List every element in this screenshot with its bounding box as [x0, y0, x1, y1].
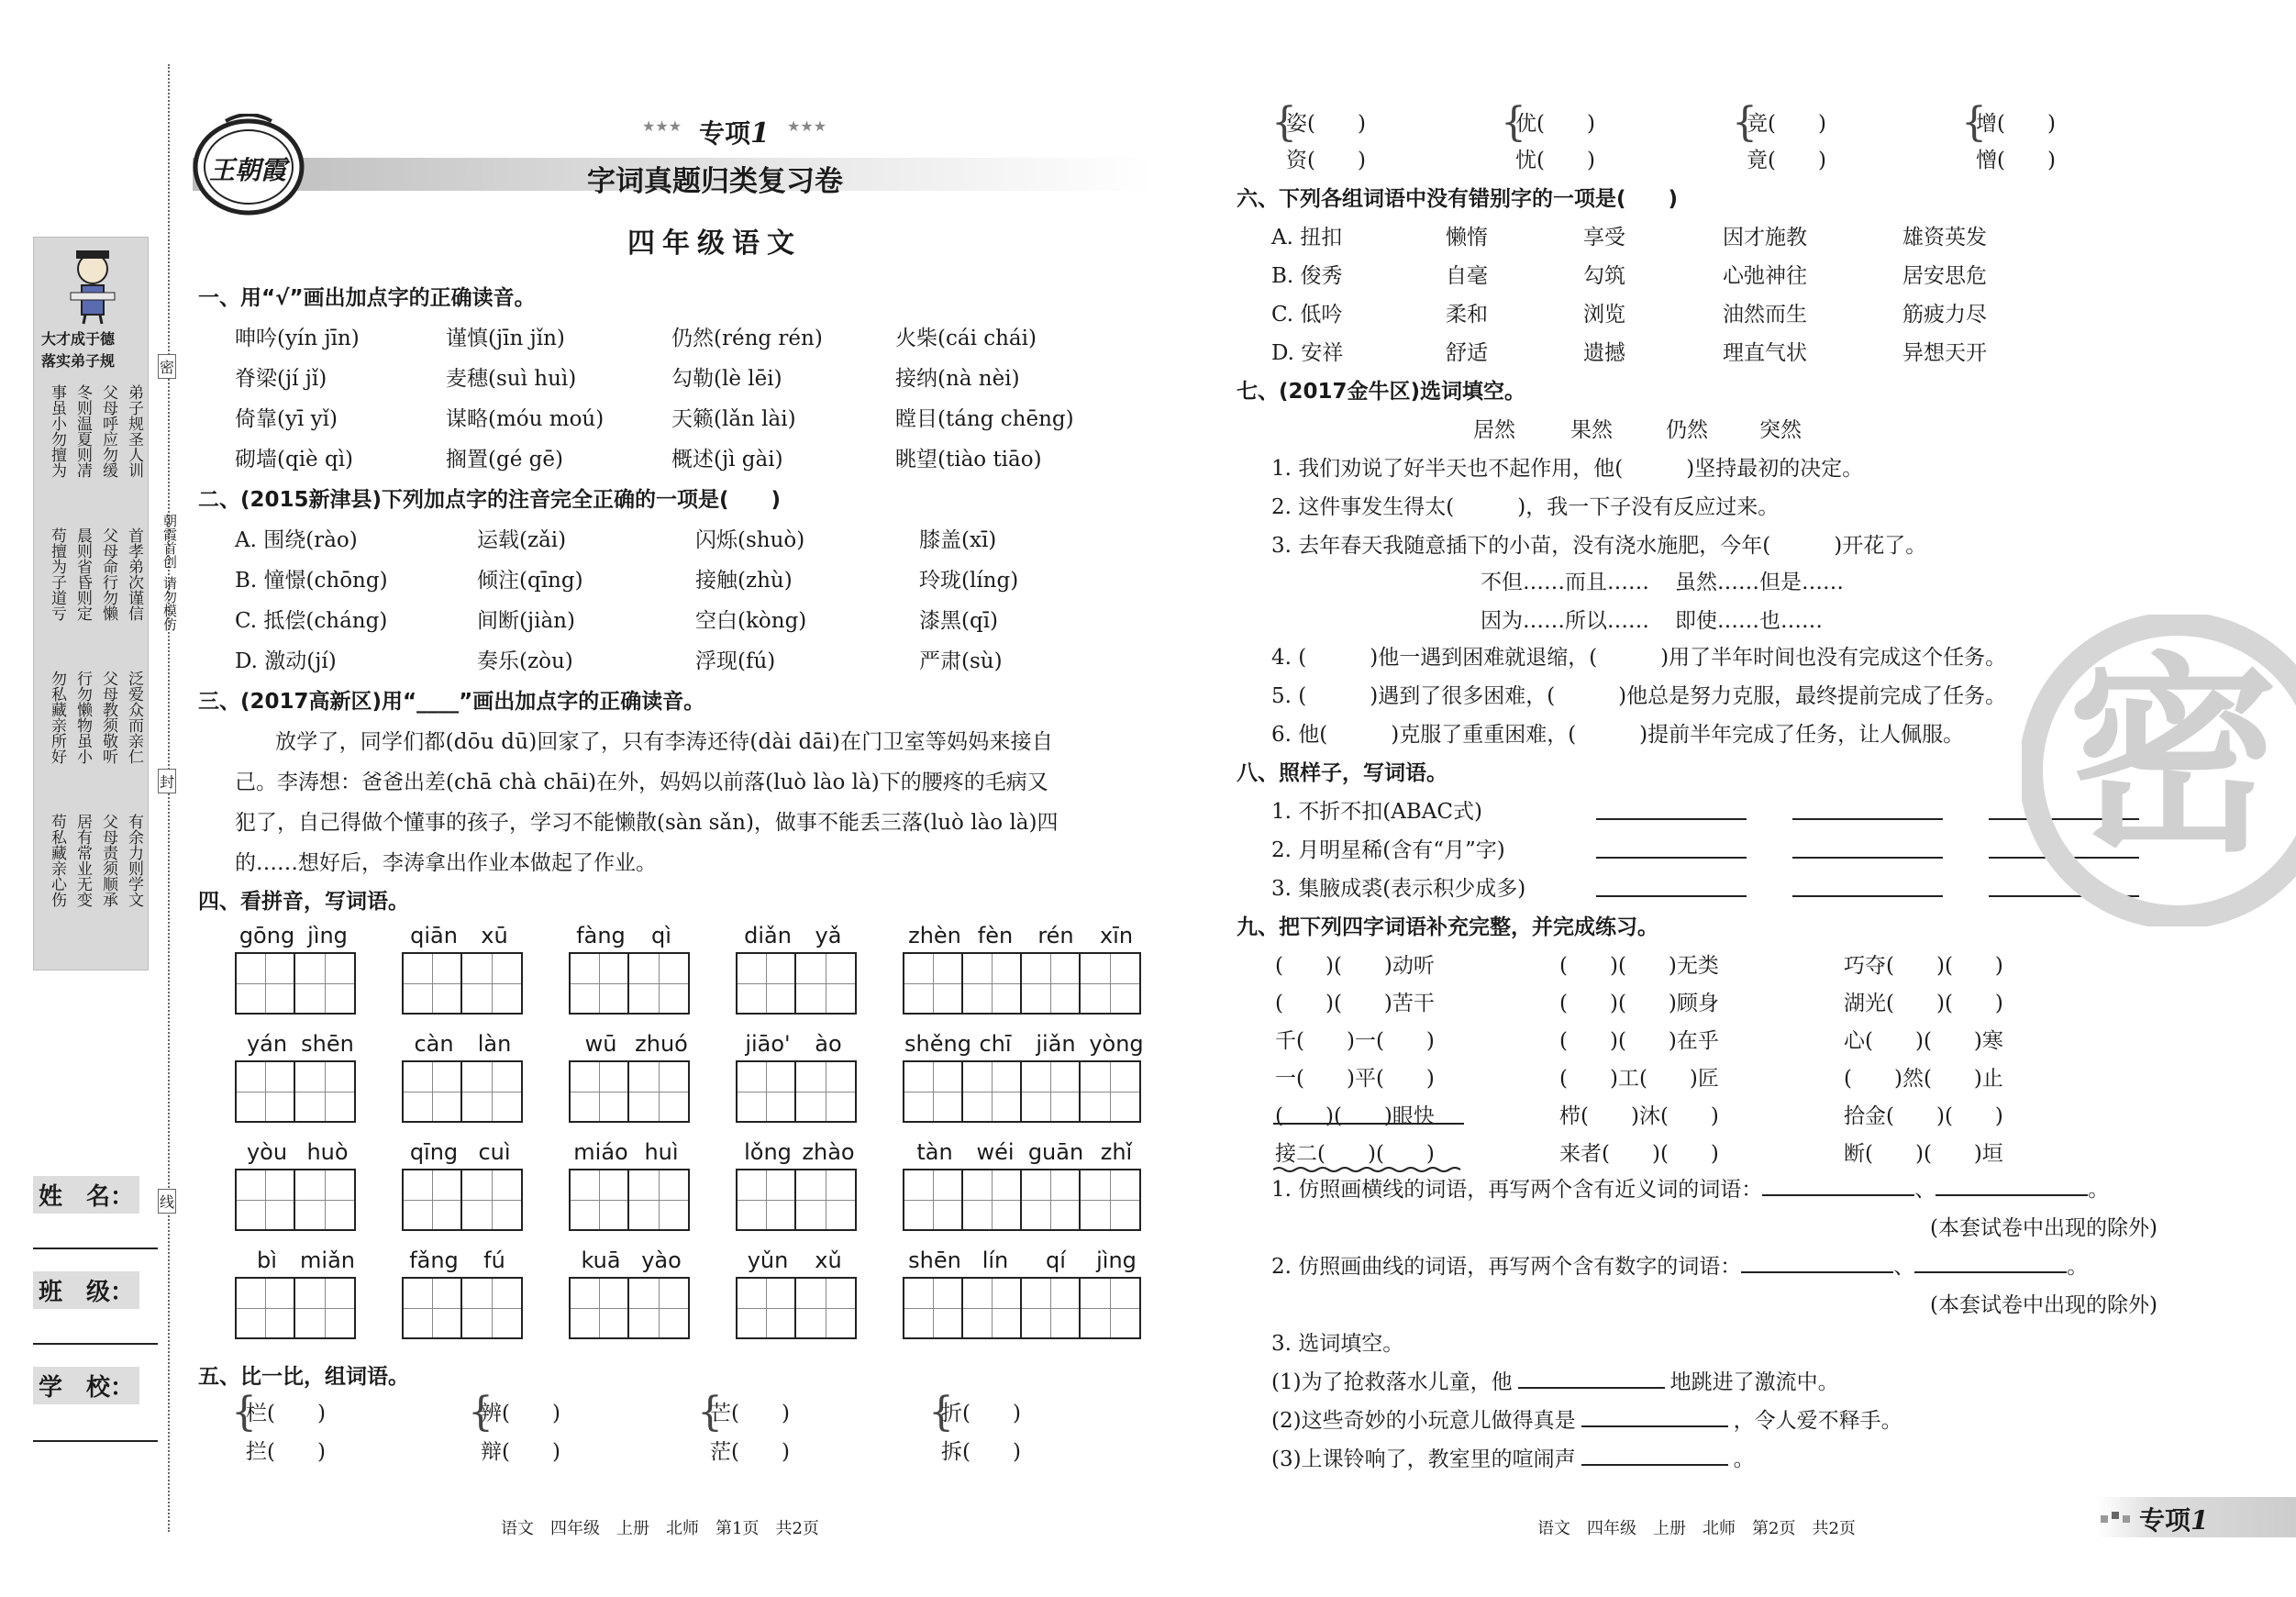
writing-cell[interactable]: [1081, 1279, 1139, 1337]
brace-icon: {: [468, 1389, 494, 1436]
pinyin-syllable: chī: [979, 1031, 1012, 1057]
writing-cell[interactable]: [295, 1170, 354, 1229]
q7-choice: 不但……而且……: [1481, 571, 1649, 594]
pinyin-syllable: yào: [641, 1248, 682, 1273]
q8-item: 1. 不折不扣(ABAC式): [1271, 800, 1482, 824]
top-pair-word[interactable]: 忧( ): [1515, 149, 1595, 172]
q9-idiom[interactable]: ( )( )动听: [1275, 954, 1435, 978]
q9-part3: 3. 选词填空。: [1271, 1332, 1404, 1356]
notice-2: 请勿模仿: [161, 576, 178, 631]
pinyin-syllable: fǎng: [409, 1248, 459, 1273]
secret-watermark: 密: [2022, 615, 2296, 926]
pinyin-syllable: bì: [257, 1248, 277, 1273]
q7-choice: 居然: [1473, 418, 1515, 442]
writing-cell[interactable]: [796, 954, 855, 1013]
q6-word: 遗撼: [1583, 341, 1625, 365]
pinyin-syllable: tàn: [916, 1139, 953, 1165]
pinyin-syllable: yǔn: [747, 1248, 789, 1273]
writing-cell[interactable]: [571, 1279, 629, 1337]
motto-line-2: 落实弟子规: [41, 352, 116, 370]
q3-passage-line: 放学了，同学们都(dōu dū)回家了，只有李涛还待(dài dāi)在门卫室等妈妈来接自: [275, 730, 1054, 754]
q6-word: 因才施教: [1723, 226, 1807, 250]
q7-choice: 突然: [1759, 418, 1802, 442]
q9-idiom[interactable]: 千( )一( ): [1275, 1029, 1435, 1053]
corner-num: 1: [2191, 1505, 2209, 1536]
writing-cell[interactable]: [738, 1062, 796, 1121]
q7-sentence[interactable]: 6. 他( )克服了重重困难，( )提前半年完成了任务，让人佩服。: [1271, 723, 1965, 747]
left-page-footer: 语文 四年级 上册 北师 第1页 共2页: [501, 1519, 819, 1538]
pinyin-syllable: huì: [644, 1139, 679, 1165]
q5-word[interactable]: 拦( ): [246, 1440, 326, 1464]
q5-word[interactable]: 拆( ): [941, 1440, 1021, 1464]
q9-idiom[interactable]: ( )( )无类: [1559, 954, 1719, 978]
writing-cell[interactable]: [963, 1279, 1022, 1337]
brand-logo-text: 王朝霞: [209, 155, 287, 185]
q7-sentence[interactable]: 1. 我们劝说了好半天也不起作用，他( )坚持最初的决定。: [1271, 457, 1864, 481]
pinyin-syllable: zhuó: [635, 1031, 688, 1057]
q9-part2: 2. 仿照画曲线的词语，再写两个含有数字的词语： 、 。: [1271, 1255, 2089, 1279]
q2-option: 玲珑(líng): [919, 569, 1019, 593]
q9-idiom[interactable]: 湖光( )( ): [1844, 992, 2003, 1015]
top-pair-word[interactable]: 姿( ): [1286, 112, 1366, 136]
q6-word: 雄资英发: [1902, 226, 1987, 250]
q9-idiom[interactable]: ( )然( )止: [1844, 1067, 2003, 1091]
pinyin-syllable: guān: [1027, 1139, 1084, 1165]
q1-item[interactable]: 仍然(réng rén): [671, 327, 823, 350]
pinyin-syllable: shēn: [301, 1031, 354, 1057]
writing-cell[interactable]: [629, 1062, 688, 1121]
top-pair-word[interactable]: 资( ): [1286, 149, 1366, 172]
writing-cell[interactable]: [571, 1062, 629, 1121]
class-label: 班 级：: [33, 1271, 139, 1309]
q1-item[interactable]: 谨慎(jīn jǐn): [446, 327, 565, 350]
writing-grid[interactable]: [903, 1060, 1141, 1123]
writing-grid[interactable]: [402, 1169, 523, 1231]
q8-item: 2. 月明星稀(含有“月”字): [1271, 838, 1505, 862]
answer-blank[interactable]: [1914, 1271, 2067, 1273]
writing-grid[interactable]: [736, 1277, 857, 1339]
writing-grid[interactable]: [736, 952, 857, 1015]
pinyin-syllable: ào: [815, 1031, 842, 1057]
q5-word[interactable]: 折( ): [941, 1402, 1021, 1425]
q2-option[interactable]: A. 围绕(rào): [235, 528, 358, 552]
q9-fill-1: (1)为了抢救落水儿童，他 地跳进了激流中。: [1271, 1370, 1839, 1394]
q6-word: 油然而生: [1723, 303, 1807, 327]
pinyin-syllable: jiǎn: [1036, 1031, 1076, 1057]
pinyin-syllable: miǎn: [300, 1248, 355, 1273]
writing-cell[interactable]: [1022, 1170, 1081, 1229]
child-mascot-illustration: [65, 247, 120, 326]
q7-sentence[interactable]: 5. ( )遇到了很多困难，( )他总是努力克服，最终提前完成了任务。: [1271, 684, 2007, 708]
seal-char-3: 线: [158, 1189, 176, 1214]
q6-word: 理直气状: [1723, 341, 1807, 365]
q6-option-label[interactable]: A. 扭扣: [1271, 226, 1343, 250]
writing-grid[interactable]: [402, 1277, 523, 1339]
q1-item[interactable]: 接纳(nà nèi): [895, 367, 1020, 391]
pinyin-syllable: qí: [1046, 1248, 1066, 1273]
q2-option: 奏乐(zòu): [477, 649, 573, 673]
writing-grid[interactable]: [235, 1277, 356, 1339]
writing-cell[interactable]: [1081, 1170, 1139, 1229]
writing-grid[interactable]: [569, 1277, 690, 1339]
brace-icon: {: [928, 1389, 954, 1436]
brace-icon: {: [1732, 99, 1758, 146]
q3-title: 三、(2017高新区)用“____”画出加点字的正确读音。: [198, 690, 705, 714]
brace-icon: {: [231, 1389, 257, 1436]
q1-item[interactable]: 倚靠(yī yǐ): [235, 407, 338, 431]
writing-cell[interactable]: [629, 1279, 688, 1337]
pinyin-syllable: xǔ: [815, 1248, 842, 1273]
class-field[interactable]: [33, 1343, 158, 1345]
writing-cell[interactable]: [571, 954, 629, 1013]
q2-option: 闪烁(shuò): [695, 528, 805, 552]
q2-option[interactable]: D. 激动(jí): [235, 649, 337, 673]
right-page-footer: 语文 四年级 上册 北师 第2页 共2页: [1537, 1519, 1856, 1538]
q2-option: 倾注(qīng): [477, 569, 583, 593]
q2-option: 浮现(fú): [695, 649, 776, 673]
pinyin-syllable: fú: [483, 1248, 505, 1273]
writing-cell[interactable]: [237, 1170, 295, 1229]
pinyin-syllable: jiāo': [745, 1031, 791, 1057]
writing-grid[interactable]: [569, 952, 690, 1015]
q9-title: 九、把下列四字词语补充完整，并完成练习。: [1237, 915, 1658, 939]
brace-icon: {: [697, 1389, 723, 1436]
writing-cell[interactable]: [796, 1170, 855, 1229]
pinyin-syllable: xīn: [1099, 923, 1134, 948]
q2-option: 空白(kòng): [695, 609, 807, 633]
writing-cell[interactable]: [796, 1062, 855, 1121]
pinyin-syllable: diǎn: [744, 923, 792, 948]
writing-cell[interactable]: [462, 954, 521, 1013]
writing-grid[interactable]: [736, 1060, 857, 1123]
motto-line-1: 大才成于德: [41, 330, 116, 348]
series-stars-right: ★★★: [787, 117, 827, 135]
q1-item[interactable]: 勾勒(lè lēi): [671, 367, 782, 391]
q1-title: 一、用“√”画出加点字的正确读音。: [198, 286, 536, 310]
writing-cell[interactable]: [404, 1279, 462, 1337]
writing-cell[interactable]: [904, 1062, 963, 1121]
brace-icon: {: [1961, 99, 1987, 146]
brand-logo: [189, 114, 308, 216]
pinyin-syllable: wū: [584, 1031, 617, 1057]
writing-cell[interactable]: [629, 954, 688, 1013]
writing-cell[interactable]: [462, 1170, 521, 1229]
name-label: 姓 名：: [33, 1176, 139, 1214]
q9-note: (本套试卷中出现的除外): [1930, 1293, 2157, 1317]
seal-char-1: 密: [158, 354, 176, 379]
pinyin-syllable: lǒng: [744, 1139, 792, 1165]
top-pair-word[interactable]: 竞( ): [1747, 112, 1826, 136]
writing-grid[interactable]: [235, 952, 356, 1015]
q7-choice: 果然: [1570, 418, 1613, 442]
seal-dotted-line: [168, 64, 170, 1532]
pinyin-syllable: xū: [481, 923, 508, 948]
writing-grid[interactable]: [402, 952, 523, 1015]
writing-cell[interactable]: [237, 1279, 295, 1337]
q9-idiom[interactable]: ( )( )顾身: [1559, 992, 1719, 1015]
pinyin-syllable: zhèn: [908, 923, 961, 948]
pinyin-syllable: lín: [982, 1248, 1009, 1273]
writing-grid[interactable]: [903, 952, 1141, 1015]
top-pair-word[interactable]: 憎( ): [1976, 149, 2056, 172]
doc-subtitle: 四年级语文: [627, 227, 802, 260]
q6-word: 自毫: [1446, 264, 1488, 288]
writing-cell[interactable]: [1022, 954, 1081, 1013]
q2-option: 膝盖(xī): [919, 528, 997, 552]
answer-blank[interactable]: [1936, 1194, 2088, 1196]
school-label: 学 校：: [33, 1367, 139, 1404]
q9-fill-3: (3)上课铃响了，教室里的喧闹声 。: [1271, 1447, 1755, 1471]
answer-blank[interactable]: [1581, 1464, 1728, 1466]
pinyin-syllable: cuì: [478, 1139, 511, 1165]
q7-sentence[interactable]: 4. ( )他一遇到困难就退缩，( )用了半年时间也没有完成这个任务。: [1271, 646, 2007, 670]
q7-choice: 仍然: [1666, 418, 1708, 442]
q7-choice: 因为……所以……: [1481, 609, 1649, 633]
q9-idiom[interactable]: 断( )( )垣: [1844, 1142, 2003, 1166]
q2-option[interactable]: B. 憧憬(chōng): [235, 569, 388, 593]
q1-item[interactable]: 概述(jì gài): [671, 448, 783, 471]
pinyin-syllable: huò: [306, 1139, 349, 1165]
top-pair-word[interactable]: 竟( ): [1747, 149, 1826, 172]
writing-cell[interactable]: [404, 1062, 462, 1121]
q9-idiom[interactable]: 栉( )沐( ): [1559, 1104, 1719, 1128]
writing-cell[interactable]: [904, 954, 963, 1013]
q6-word: 心弛神往: [1723, 264, 1807, 288]
q6-word: 筋疲力尽: [1902, 303, 1987, 327]
q6-word: 懒惰: [1446, 226, 1488, 250]
answer-line[interactable]: [1596, 857, 1747, 859]
q9-idiom[interactable]: ( )( )眼快: [1275, 1104, 1435, 1128]
q3-passage-line: 己。李涛想：爸爸出差(chā chà chāi)在外，妈妈以前落(luò lào là)下的腰疼的毛病又: [235, 771, 1048, 794]
q9-idiom[interactable]: 接二( )( ): [1275, 1142, 1435, 1166]
left-binding-sidebar: [0, 0, 178, 1597]
writing-cell[interactable]: [904, 1279, 963, 1337]
brace-icon: {: [1271, 99, 1297, 146]
q2-option: 间断(jiàn): [477, 609, 575, 633]
pinyin-syllable: fàng: [576, 923, 626, 948]
writing-cell[interactable]: [1022, 1062, 1081, 1121]
q8-item: 3. 集腋成裘(表示积少成多): [1271, 877, 1526, 901]
q9-idiom[interactable]: 心( )( )寒: [1844, 1029, 2003, 1053]
q1-item[interactable]: 火柴(cái chái): [895, 327, 1037, 350]
answer-blank[interactable]: [1518, 1387, 1665, 1389]
q9-idiom[interactable]: 来者( )( ): [1559, 1142, 1719, 1166]
q6-word: 舒适: [1446, 341, 1488, 365]
q7-choice: 虽然……但是……: [1675, 571, 1844, 594]
q1-item[interactable]: 麦穗(suì huì): [446, 367, 577, 391]
pinyin-syllable: shěng: [904, 1031, 971, 1057]
writing-grid[interactable]: [235, 1060, 356, 1123]
q1-item[interactable]: 谋略(móu moú): [446, 407, 605, 431]
q2-title: 二、(2015新津县)下列加点字的注音完全正确的一项是( ): [198, 488, 782, 512]
q4-title: 四、看拼音，写词语。: [198, 890, 409, 914]
q5-title: 五、比一比，组词语。: [198, 1365, 409, 1389]
seal-char-2: 封: [158, 769, 176, 793]
q1-item[interactable]: 砌墙(qiè qì): [235, 448, 354, 471]
q3-passage-line: 犯了，自己得做个懂事的孩子，学习不能懒散(sàn sǎn)，做事不能丢三落(luò lào là)四: [235, 811, 1059, 835]
pinyin-syllable: yòng: [1089, 1031, 1144, 1057]
q1-item[interactable]: 天籁(lǎn lài): [671, 407, 796, 431]
q3-passage-line: 的……想好后，李涛拿出作业本做起了作业。: [235, 851, 657, 875]
q9-fill-2: (2)这些奇妙的小玩意儿做得真是 ，令人爱不释手。: [1271, 1409, 1902, 1433]
series-label: 专项1: [699, 117, 770, 150]
q5-word[interactable]: 辩( ): [481, 1440, 560, 1464]
pinyin-syllable: fèn: [977, 923, 1014, 948]
writing-grid[interactable]: [736, 1169, 857, 1231]
q2-option: 严肃(sù): [919, 649, 1003, 673]
writing-cell[interactable]: [462, 1062, 521, 1121]
pinyin-syllable: zhào: [802, 1139, 855, 1165]
q9-idiom[interactable]: ( )( )苦干: [1275, 992, 1435, 1015]
pinyin-syllable: rén: [1037, 923, 1074, 948]
pinyin-syllable: yòu: [246, 1139, 288, 1165]
writing-cell[interactable]: [629, 1170, 688, 1229]
q7-sentence[interactable]: 3. 去年春天我随意插下的小苗，没有浇水施肥，今年( )开花了。: [1271, 534, 1927, 558]
writing-cell[interactable]: [404, 954, 462, 1013]
pinyin-syllable: qì: [651, 923, 671, 948]
q6-word: 异想天开: [1902, 341, 1987, 365]
q7-choice: 即使……也……: [1675, 609, 1823, 633]
answer-blank[interactable]: [1581, 1425, 1728, 1427]
pinyin-syllable: zhǐ: [1100, 1139, 1133, 1165]
pinyin-syllable: yǎ: [815, 923, 842, 948]
answer-line[interactable]: [1596, 818, 1747, 820]
q6-word: 浏览: [1583, 303, 1625, 327]
answer-line[interactable]: [1792, 895, 1943, 897]
q8-title: 八、照样子，写词语。: [1237, 761, 1447, 785]
pinyin-syllable: càn: [414, 1031, 454, 1057]
series-stars-left: ★★★: [642, 117, 682, 135]
writing-grid[interactable]: [235, 1169, 356, 1231]
answer-line[interactable]: [1792, 857, 1943, 859]
q1-item[interactable]: 呻吟(yín jīn): [235, 327, 360, 350]
wavy-underline: [1273, 1159, 1464, 1167]
corner-dots-icon: [2101, 1508, 2137, 1526]
writing-grid[interactable]: [569, 1169, 690, 1231]
pinyin-syllable: gōng: [238, 923, 295, 948]
writing-grid[interactable]: [402, 1060, 523, 1123]
pinyin-syllable: jìng: [1096, 1248, 1137, 1273]
doc-title: 字词真题归类复习卷: [587, 165, 843, 198]
answer-blank[interactable]: [1762, 1194, 1914, 1196]
writing-cell[interactable]: [295, 1062, 354, 1121]
q9-idiom[interactable]: 巧夺( )( ): [1844, 954, 2003, 978]
q6-word: 柔和: [1446, 303, 1488, 327]
straight-underline: [1273, 1123, 1464, 1125]
q9-idiom[interactable]: ( )工( )匠: [1559, 1067, 1719, 1091]
brace-icon: {: [1501, 99, 1526, 146]
q2-option: 接触(zhù): [695, 569, 793, 593]
answer-line[interactable]: [1596, 895, 1747, 897]
notice-1: 朝霞首创: [161, 514, 178, 569]
q9-idiom[interactable]: 拾金( )( ): [1844, 1104, 2003, 1128]
q6-word: 勾筑: [1583, 264, 1625, 288]
writing-cell[interactable]: [237, 1062, 295, 1121]
writing-cell[interactable]: [963, 1062, 1022, 1121]
pinyin-syllable: yán: [246, 1031, 288, 1057]
q9-note: (本套试卷中出现的除外): [1930, 1216, 2157, 1240]
q6-word: 享受: [1583, 226, 1625, 250]
name-field[interactable]: [33, 1248, 158, 1249]
pinyin-syllable: shēn: [908, 1248, 961, 1273]
q2-option[interactable]: C. 抵偿(cháng): [235, 609, 388, 633]
q7-sentence[interactable]: 2. 这件事发生得太( )，我一下子没有反应过来。: [1271, 495, 1780, 519]
writing-grid[interactable]: [569, 1060, 690, 1123]
pinyin-syllable: miáo: [573, 1139, 628, 1165]
writing-cell[interactable]: [963, 1170, 1022, 1229]
writing-cell[interactable]: [963, 954, 1022, 1013]
writing-cell[interactable]: [295, 954, 354, 1013]
q1-item[interactable]: 搁置(gé gē): [446, 448, 563, 471]
writing-cell[interactable]: [738, 954, 796, 1013]
pinyin-syllable: qiān: [410, 923, 458, 948]
q6-option-label[interactable]: B. 俊秀: [1271, 264, 1343, 288]
q1-item[interactable]: 眺望(tiào tiāo): [895, 448, 1042, 471]
q5-word[interactable]: 芒( ): [710, 1402, 790, 1425]
q2-option: 漆黑(qī): [919, 609, 999, 633]
q6-option-label[interactable]: C. 低吟: [1271, 303, 1343, 327]
writing-cell[interactable]: [1022, 1279, 1081, 1337]
pinyin-syllable: qīng: [409, 1139, 459, 1165]
q6-word: 居安思危: [1902, 264, 1987, 288]
writing-cell[interactable]: [904, 1170, 963, 1229]
motto-columns: 弟子规圣人训 父母呼应勿缓 冬则温夏则凊 事虽小勿擅为 首孝弟次谨信 父母命行勿懒 晨则省昏则定 苟擅为子道亏 泛爱众而亲仁 父母教须敬听 行勿懒物虽小 勿私藏亲所好 有余力则学文 父母责须顺承 居有常业无变 苟私藏亲心伤: [48, 384, 143, 907]
q5-word[interactable]: 栏( ): [246, 1402, 326, 1425]
q5-word[interactable]: 茫( ): [710, 1440, 790, 1464]
writing-cell[interactable]: [237, 954, 295, 1013]
writing-cell[interactable]: [295, 1279, 354, 1337]
corner-series-tab: [2097, 1497, 2296, 1537]
corner-label: 专项: [2139, 1505, 2191, 1536]
top-pair-word[interactable]: 增( ): [1976, 112, 2056, 136]
q2-option: 运载(zǎi): [477, 528, 567, 552]
motto-panel: [33, 237, 149, 970]
q1-item[interactable]: 瞠目(táng chēng): [895, 407, 1074, 431]
writing-grid[interactable]: [903, 1169, 1141, 1231]
pinyin-syllable: wéi: [976, 1139, 1015, 1165]
pinyin-syllable: jìng: [307, 923, 348, 948]
pinyin-syllable: làn: [477, 1031, 512, 1057]
writing-cell[interactable]: [738, 1170, 796, 1229]
writing-cell[interactable]: [404, 1170, 462, 1229]
pinyin-syllable: kuā: [581, 1248, 621, 1273]
q6-title: 六、下列各组词语中没有错别字的一项是( ): [1237, 187, 1679, 211]
q6-option-label[interactable]: D. 安祥: [1271, 341, 1344, 365]
q5-word[interactable]: 辨( ): [481, 1402, 560, 1425]
writing-cell[interactable]: [571, 1170, 629, 1229]
writing-cell[interactable]: [462, 1279, 521, 1337]
top-pair-word[interactable]: 优( ): [1515, 112, 1595, 136]
q9-idiom[interactable]: ( )( )在乎: [1559, 1029, 1719, 1053]
writing-cell[interactable]: [1081, 954, 1139, 1013]
school-field[interactable]: [33, 1440, 158, 1442]
writing-cell[interactable]: [1081, 1062, 1139, 1121]
writing-grid[interactable]: [903, 1277, 1141, 1339]
q1-item[interactable]: 脊梁(jí jǐ): [235, 367, 327, 391]
answer-blank[interactable]: [1741, 1271, 1893, 1273]
answer-line[interactable]: [1792, 818, 1943, 820]
q7-title: 七、(2017金牛区)选词填空。: [1237, 380, 1526, 404]
q9-idiom[interactable]: 一( )平( ): [1275, 1067, 1435, 1091]
writing-cell[interactable]: [796, 1279, 855, 1337]
q9-part1: 1. 仿照画横线的词语，再写两个含有近义词的词语： 、 。: [1271, 1178, 2110, 1202]
writing-cell[interactable]: [738, 1279, 796, 1337]
